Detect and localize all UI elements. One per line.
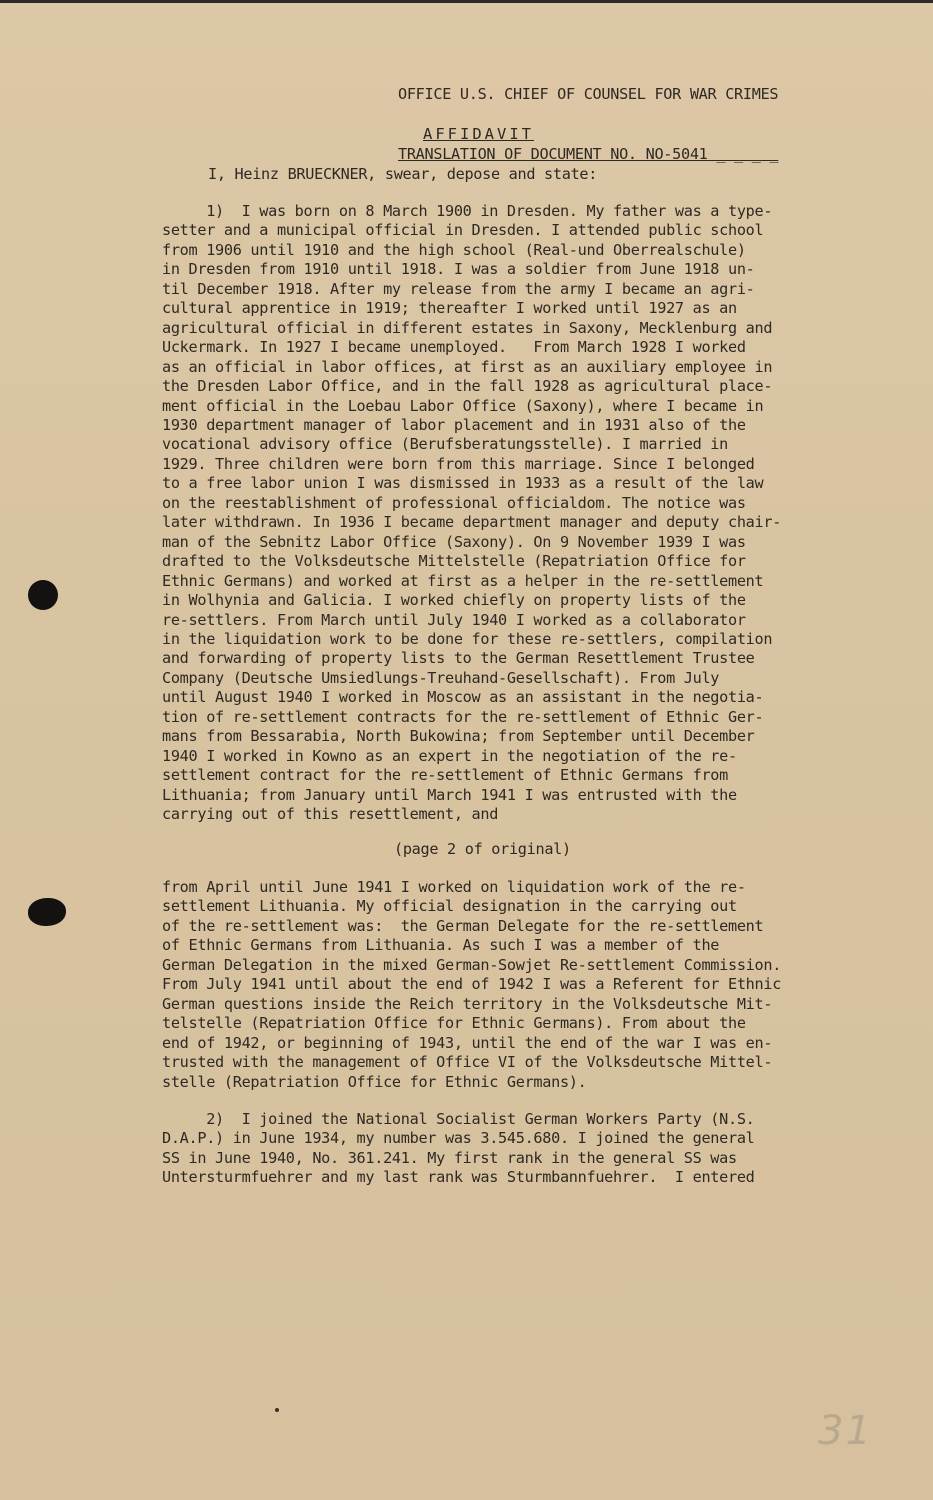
header-translation-line: TRANSLATION OF DOCUMENT NO. NO-5041 _ _ _ _ [398, 145, 779, 163]
paragraph-2: from April until June 1941 I worked on liquidation work of the re- settlement Lithuania. My official designation in the carrying out of the re-settlement was: the German Delegate for the re-settlement of Ethnic Germans from Lithuania. As such I was a member of the German Delegation in the mixed German-Sowjet Re-settlement Commission. From July 1941 until about the end of 1942 I was a Referent for Ethnic German questions inside the Reich territory in the Volksdeutsche Mit- telstelle (Repatriation Office for Ethnic Germans). From about the end of 1942, or beginning of 1943, until the end of the war I was en- trusted with the management of Office VI of the Volksdeutsche Mittel- stelle (Repatriation Office for Ethnic Germans). [162, 878, 782, 1091]
paragraph-3: 2) I joined the National Socialist German Workers Party (N.S. D.A.P.) in June 1934, my number was 3.545.680. I joined the general SS in June 1940, No. 361.241. My first rank in the general SS was Untersturmfuehrer and my last rank was Sturmbannfuehrer. I entered [162, 1110, 755, 1187]
header-office-line: OFFICE U.S. CHIEF OF COUNSEL FOR WAR CRIMES [398, 85, 779, 103]
paragraph-1: 1) I was born on 8 March 1900 in Dresden. My father was a type- setter and a municipal official in Dresden. I attended public school from 1906 until 1910 and the high school (Real-und Oberrealschule) in Dresden from 1910 until 1918. I was a soldier from June 1918 un- til December 1918. After my release from the army I became an agri- cultural apprentice in 1919; thereafter I worked until 1927 as an agricultural official in different estates in Saxony, Mecklenburg and Uckermark. In 1927 I became unemployed. From March 1928 I worked as an official in labor offices, at first as an auxiliary employee in the Dresden Labor Office, and in the fall 1928 as agricultural place- ment official in the Loebau Labor Office (Saxony), where I became in 1930 department manager of labor placement and in 1931 also of the vocational advisory office (Berufsberatungsstelle). I married in 1929. Three children were born from this marriage. Since I belonged to a free labor union I was dismissed in 1933 as a result of the law on the reestablishment of professional officialdom. The notice was later withdrawn. In 1936 I became department manager and deputy chair- man of the Sebnitz Labor Office (Saxony). On 9 November 1939 I was drafted to the Volksdeutsche Mittelstelle (Repatriation Office for Ethnic Germans) and worked at first as a helper in the re-settlement in Wolhynia and Galicia. I worked chiefly on property lists of the re-settlers. From March until July 1940 I worked as a collaborator in the liquidation work to be done for these re-settlers, compilation and forwarding of property lists to the German Resettlement Trustee Company (Deutsche Umsiedlungs-Treuhand-Gesellschaft). From July until August 1940 I worked in Moscow as an assistant in the negotia- tion of re-settlement contracts for the re-settlement of Ethnic Ger- mans from Bessarabia, North Bukowina; from September until December 1940 I worked in Kowno as an expert in the negotiation of the re- settlement contract for the re-settlement of Ethnic Germans from Lithuania; from January until March 1941 I was entrusted with the carrying out of this resettlement, and [162, 202, 782, 824]
page-reference: (page 2 of original) [394, 840, 571, 858]
punch-hole-upper [28, 580, 58, 610]
ink-speck [275, 1408, 279, 1412]
punch-hole-lower [28, 898, 66, 926]
handwritten-page-number: 31 [818, 1408, 873, 1454]
document-title: AFFIDAVIT [423, 125, 534, 143]
affiant-intro: I, Heinz BRUECKNER, swear, depose and state: [208, 165, 598, 183]
scan-edge [0, 0, 933, 3]
